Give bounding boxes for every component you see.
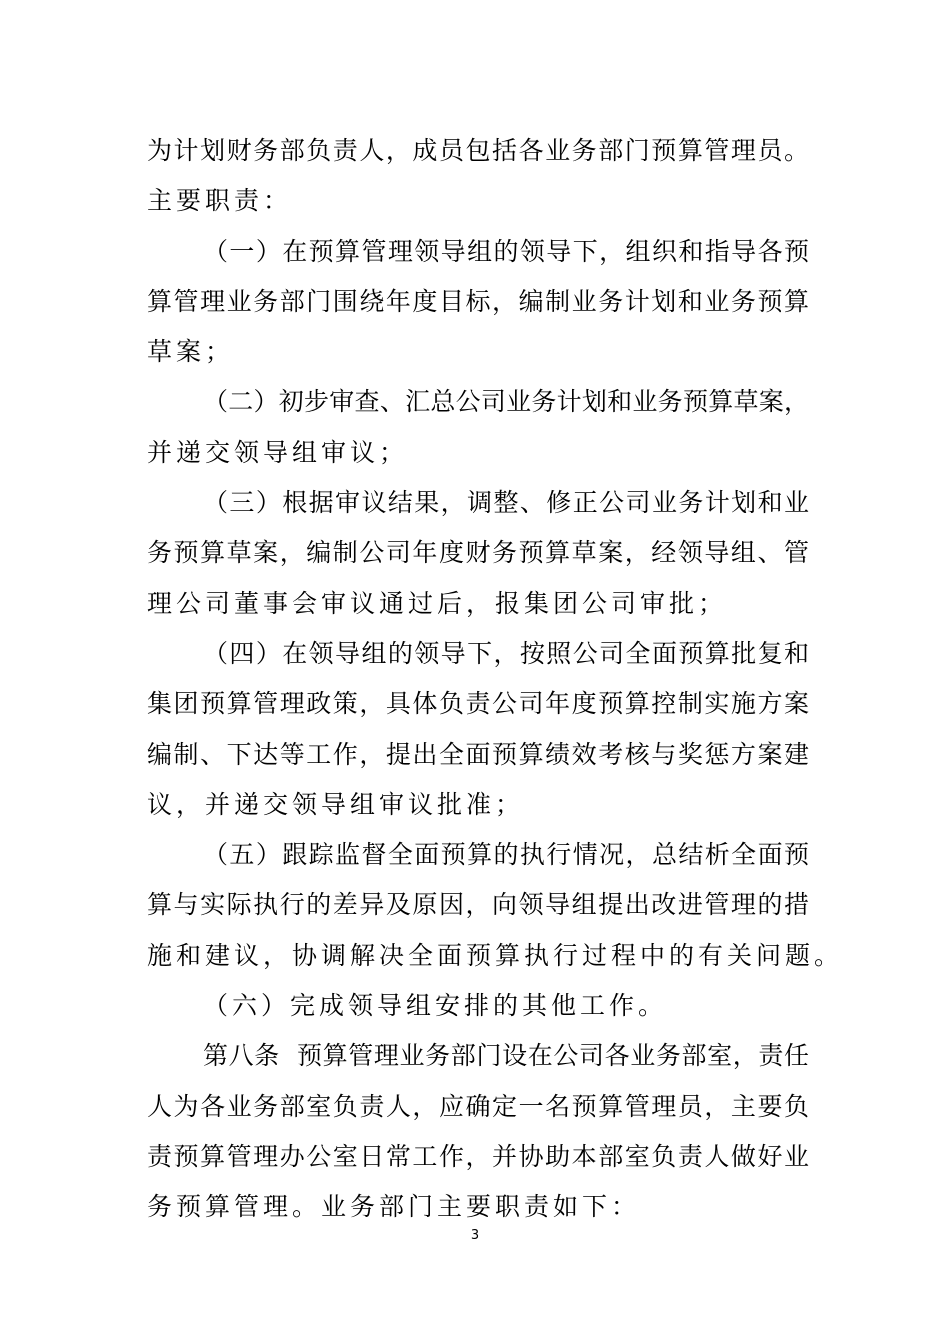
text-line: 草案； — [147, 337, 235, 367]
text-line: 集团预算管理政策，具体负责公司年度预算控制实施方案 — [147, 689, 809, 719]
text-line: 并递交领导组审议； — [147, 437, 409, 467]
text-line: （六）完成领导组安排的其他工作。 — [203, 991, 668, 1021]
text-line: 为计划财务部负责人，成员包括各业务部门预算管理员。 — [147, 136, 809, 165]
text-line: 算与实际执行的差异及原因，向领导组提出改进管理的措 — [147, 890, 809, 920]
text-line: 主要职责： — [147, 186, 293, 216]
text-line: （一）在预算管理领导组的领导下，组织和指导各预 — [203, 236, 809, 266]
text-line: （五）跟踪监督全面预算的执行情况，总结析全面预 — [203, 840, 809, 870]
text-line: （四）在领导组的领导下，按照公司全面预算批复和 — [203, 638, 809, 668]
text-line: 责预算管理办公室日常工作，并协助本部室负责人做好业 — [147, 1141, 809, 1171]
text-line: 算管理业务部门围绕年度目标，编制业务计划和业务预算 — [147, 286, 809, 316]
text-line: 务预算草案，编制公司年度财务预算草案，经领导组、管 — [147, 538, 809, 568]
text-line: 理公司董事会审议通过后，报集团公司审批； — [147, 588, 728, 618]
text-line: （二）初步审查、汇总公司业务计划和业务预算草案， — [203, 387, 809, 417]
text-line: 施和建议，协调解决全面预算执行过程中的有关问题。 — [147, 940, 844, 970]
text-line: 人为各业务部室负责人，应确定一名预算管理员，主要负 — [147, 1091, 809, 1121]
text-line: （三）根据审议结果，调整、修正公司业务计划和业 — [203, 488, 809, 518]
text-line: 议，并递交领导组审议批准； — [147, 789, 525, 819]
document-body — [147, 126, 844, 1233]
text-line: 第八条 预算管理业务部门设在公司各业务部室，责任 — [203, 1041, 809, 1071]
text-line: 务预算管理。业务部门主要职责如下： — [147, 1192, 641, 1222]
page-number: 3 — [470, 1228, 480, 1243]
text-line: 编制、下达等工作，提出全面预算绩效考核与奖惩方案建 — [147, 739, 809, 769]
